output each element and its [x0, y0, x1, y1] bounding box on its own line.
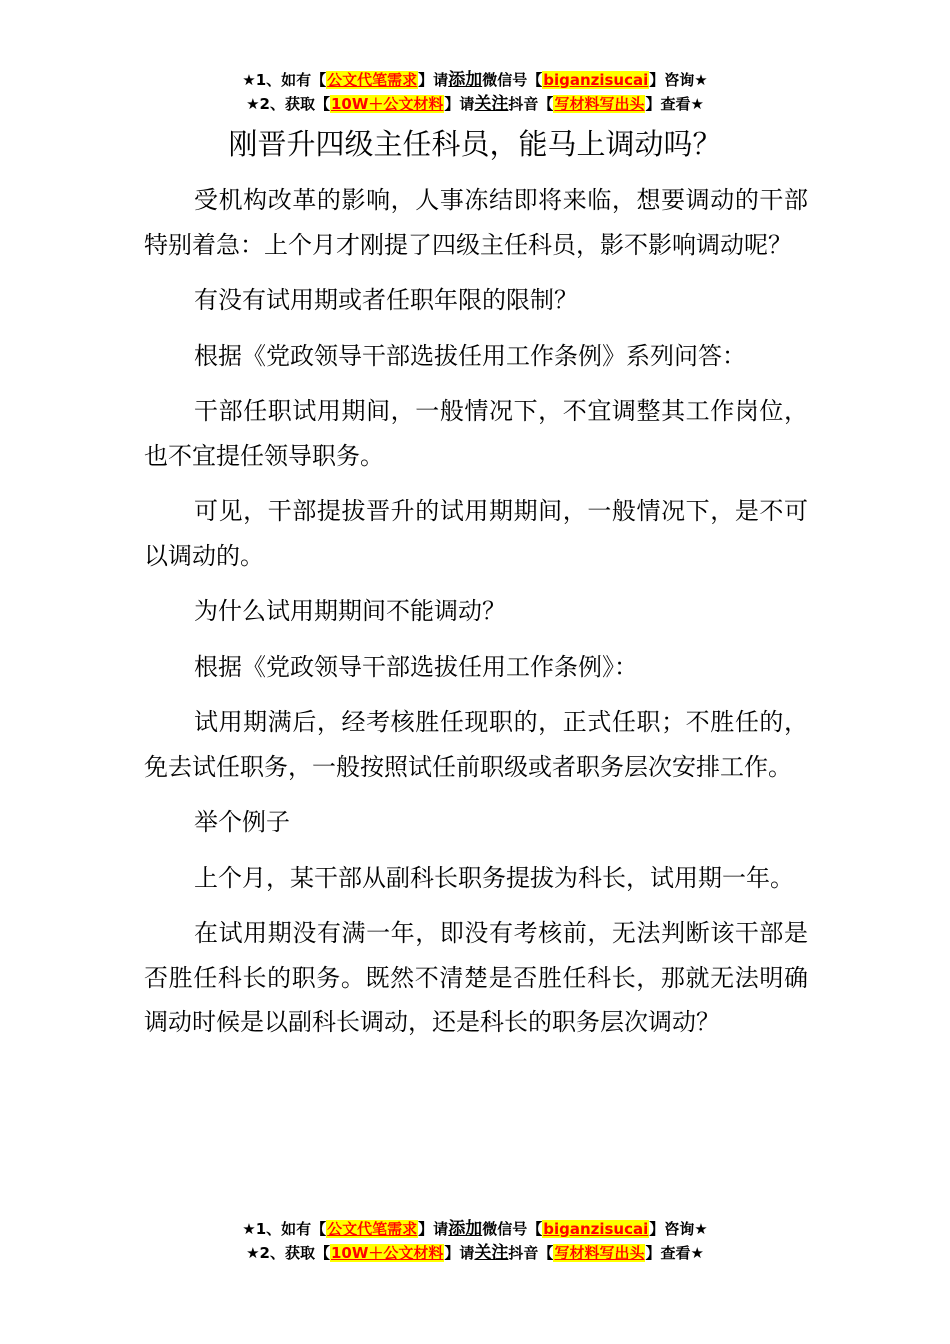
paragraph: 举个例子	[194, 808, 290, 836]
paragraph: 上个月，某干部从副科长职务提拔为科长，试用期一年。	[194, 863, 794, 892]
paragraph: 为什么试用期期间不能调动？	[194, 597, 506, 625]
star-icon: ★	[242, 71, 256, 89]
promo-line-2: ★2、获取【10W＋公文材料】请关注抖音【写材料写出头】查看★	[246, 1243, 704, 1263]
document-title: 刚晋升四级主任科员，能马上调动吗？	[228, 127, 722, 161]
top-promo-banner	[0, 68, 950, 116]
paragraph: 在试用期没有满一年，即没有考核前，无法判断该干部是否胜任科长的职务。既然不清楚是否胜任科长，那就无法明确调动时候是以副科长调动，还是科长的职务层次调动？	[144, 919, 808, 1036]
douyin-account: 写材料写出头	[554, 95, 645, 113]
highlight-materials: 10W＋公文材料	[330, 95, 444, 113]
promo-line-2: ★2、获取【10W＋公文材料】请关注抖音【写材料写出头】查看★	[246, 94, 704, 114]
document-body	[144, 178, 808, 1056]
emphasis-follow: 关注	[474, 1243, 509, 1263]
star-icon: ★	[246, 1244, 260, 1262]
paragraph: 根据《党政领导干部选拔任用工作条例》：	[194, 652, 638, 681]
promo-line-1: ★1、如有【公文代笔需求】请添加微信号【biganzisucai】咨询★	[242, 1219, 708, 1239]
star-icon: ★	[246, 95, 260, 113]
highlight-materials: 10W＋公文材料	[330, 1244, 444, 1262]
highlight-service: 公文代笔需求	[327, 71, 418, 89]
paragraph: 可见，干部提拔晋升的试用期期间，一般情况下，是不可以调动的。	[144, 497, 808, 570]
paragraph: 有没有试用期或者任职年限的限制？	[194, 286, 578, 314]
douyin-account: 写材料写出头	[554, 1244, 645, 1262]
paragraph: 干部任职试用期间，一般情况下，不宜调整其工作岗位，也不宜提任领导职务。	[144, 397, 808, 470]
paragraph: 根据《党政领导干部选拔任用工作条例》系列问答：	[194, 341, 746, 370]
emphasis-add: 添加	[448, 70, 483, 90]
paragraph: 试用期满后，经考核胜任现职的，正式任职；不胜任的，免去试任职务，一般按照试任前职级或者职务层次安排工作。	[144, 708, 808, 781]
bottom-promo-banner	[0, 1217, 950, 1265]
emphasis-add: 添加	[448, 1219, 483, 1239]
paragraph: 受机构改革的影响，人事冻结即将来临，想要调动的干部特别着急：上个月才刚提了四级主任科员，影不影响调动呢？	[144, 186, 808, 259]
star-icon: ★	[242, 1220, 256, 1238]
wechat-id: biganzisucai	[543, 1220, 649, 1238]
wechat-id: biganzisucai	[543, 71, 649, 89]
promo-line-1: ★1、如有【公文代笔需求】请添加微信号【biganzisucai】咨询★	[242, 70, 708, 90]
emphasis-follow: 关注	[474, 94, 509, 114]
highlight-service: 公文代笔需求	[327, 1220, 418, 1238]
